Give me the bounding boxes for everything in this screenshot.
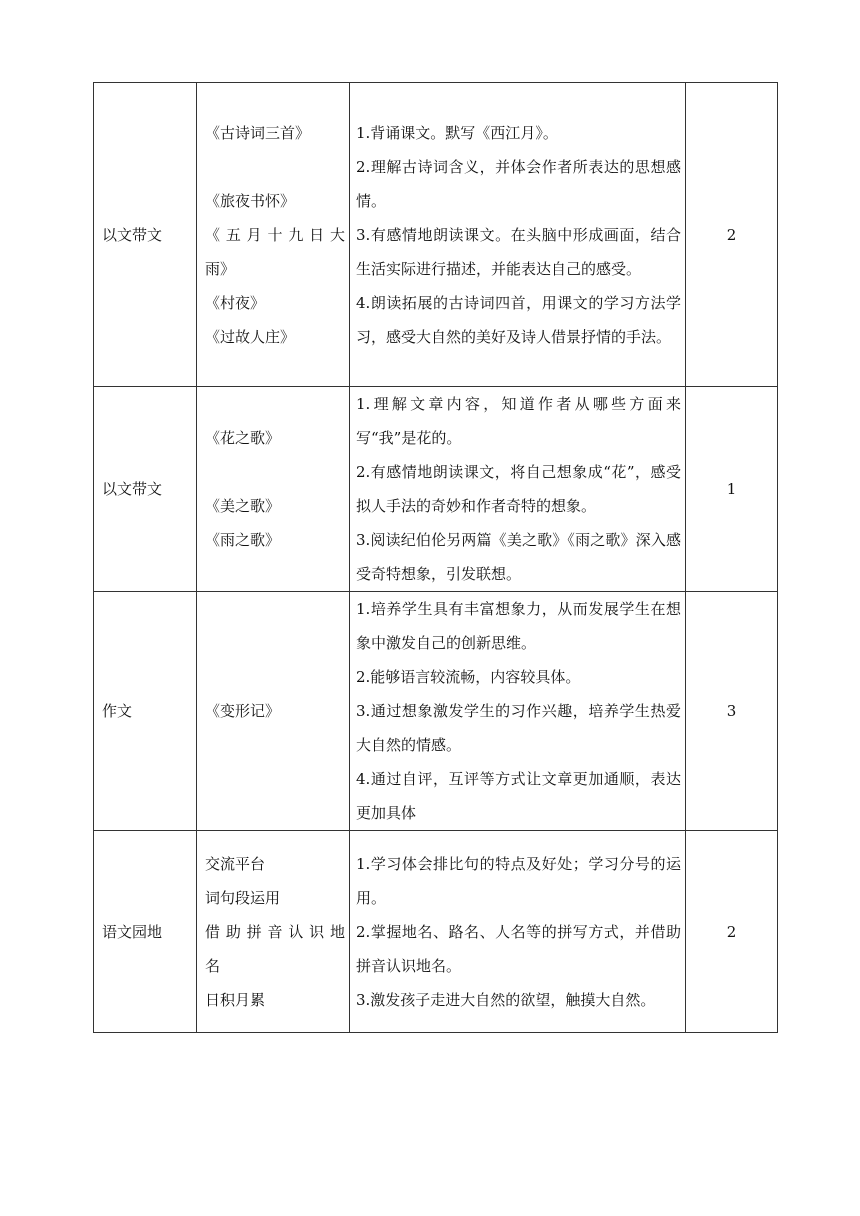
lesson-type-cell: [94, 592, 197, 831]
text-title: 《古诗词三首》: [205, 123, 311, 142]
table-row: [94, 387, 778, 592]
lesson-hours: 3: [726, 702, 737, 720]
text-title: 借助拼音认识地: [205, 922, 345, 941]
table-row: [94, 83, 778, 387]
lesson-hours: 1: [726, 480, 737, 498]
lesson-texts-cell: [197, 831, 350, 1033]
lesson-goals-cell: [350, 831, 686, 1033]
lesson-goals-cell: [350, 592, 686, 831]
lesson-hours-cell: [686, 387, 778, 592]
goal-item: 2.理解古诗词含义，并体会作者所表达的思想感情。: [356, 157, 681, 210]
goal-item: 2.有感情地朗读课文，将自己想象成“花”，感受拟人手法的奇妙和作者奇特的想象。: [356, 463, 681, 515]
text-title: 雨》: [205, 259, 236, 278]
lesson-type: 语文园地: [102, 922, 163, 941]
text-title: 《村夜》: [205, 293, 266, 312]
goal-item: 3.阅读纪伯伦另两篇《美之歌》《雨之歌》深入感受奇特想象，引发联想。: [356, 531, 681, 583]
lesson-type: 以文带文: [102, 225, 163, 244]
table-row: [94, 831, 778, 1033]
goal-item: 2.掌握地名、路名、人名等的拼写方式，并借助拼音认识地名。: [356, 922, 681, 975]
goal-item: 4.朗读拓展的古诗词四首，用课文的学习方法学习，感受大自然的美好及诗人借景抒情的手法。: [356, 293, 681, 346]
lesson-type-cell: [94, 83, 197, 387]
text-title: 《花之歌》: [205, 429, 281, 447]
lesson-hours-cell: [686, 83, 778, 387]
lesson-type: 作文: [102, 702, 133, 720]
lesson-type-cell: [94, 387, 197, 592]
text-title: 《美之歌》: [205, 497, 281, 515]
lesson-hours-cell: [686, 831, 778, 1033]
table-row: [94, 592, 778, 831]
lesson-type: 以文带文: [102, 480, 163, 498]
goal-item: 1.培养学生具有丰富想象力，从而发展学生在想象中激发自己的创新思维。: [356, 600, 681, 652]
goal-item: 1.背诵课文。默写《西江月》。: [356, 123, 558, 142]
lesson-hours: 2: [726, 922, 737, 941]
lesson-hours: 2: [726, 225, 737, 244]
lesson-texts-cell: [197, 387, 350, 592]
goal-item: 3.有感情地朗读课文。在头脑中形成画面，结合生活实际进行描述，并能表达自己的感受。: [356, 225, 681, 278]
goal-item: 3.激发孩子走进大自然的欲望，触摸大自然。: [356, 990, 656, 1009]
text-title: 日积月累: [205, 990, 266, 1009]
text-title: 《雨之歌》: [205, 531, 281, 549]
goal-item: 2.能够语言较流畅，内容较具体。: [356, 668, 581, 686]
goal-item: 1.理解文章内容，知道作者从哪些方面来写“我”是花的。: [356, 395, 681, 447]
lesson-hours-cell: [686, 592, 778, 831]
text-title: 《过故人庄》: [205, 327, 296, 346]
goal-item: 3.通过想象激发学生的习作兴趣，培养学生热爱大自然的情感。: [356, 702, 681, 754]
text-title: 词句段运用: [205, 888, 281, 907]
text-title: 《旅夜书怀》: [205, 191, 296, 210]
lesson-texts-cell: [197, 83, 350, 387]
text-title: 《变形记》: [205, 702, 281, 720]
text-title: 名: [205, 956, 221, 975]
lesson-goals-cell: [350, 387, 686, 592]
goal-item: 1.学习体会排比句的特点及好处；学习分号的运用。: [356, 854, 681, 907]
lesson-goals-cell: [350, 83, 686, 387]
lesson-type-cell: [94, 831, 197, 1033]
lesson-texts-cell: [197, 592, 350, 831]
text-title: 《五月十九日大: [205, 225, 345, 244]
lesson-plan-table: [93, 82, 778, 1033]
goal-item: 4.通过自评，互评等方式让文章更加通顺，表达更加具体: [356, 770, 681, 822]
text-title: 交流平台: [205, 854, 266, 873]
